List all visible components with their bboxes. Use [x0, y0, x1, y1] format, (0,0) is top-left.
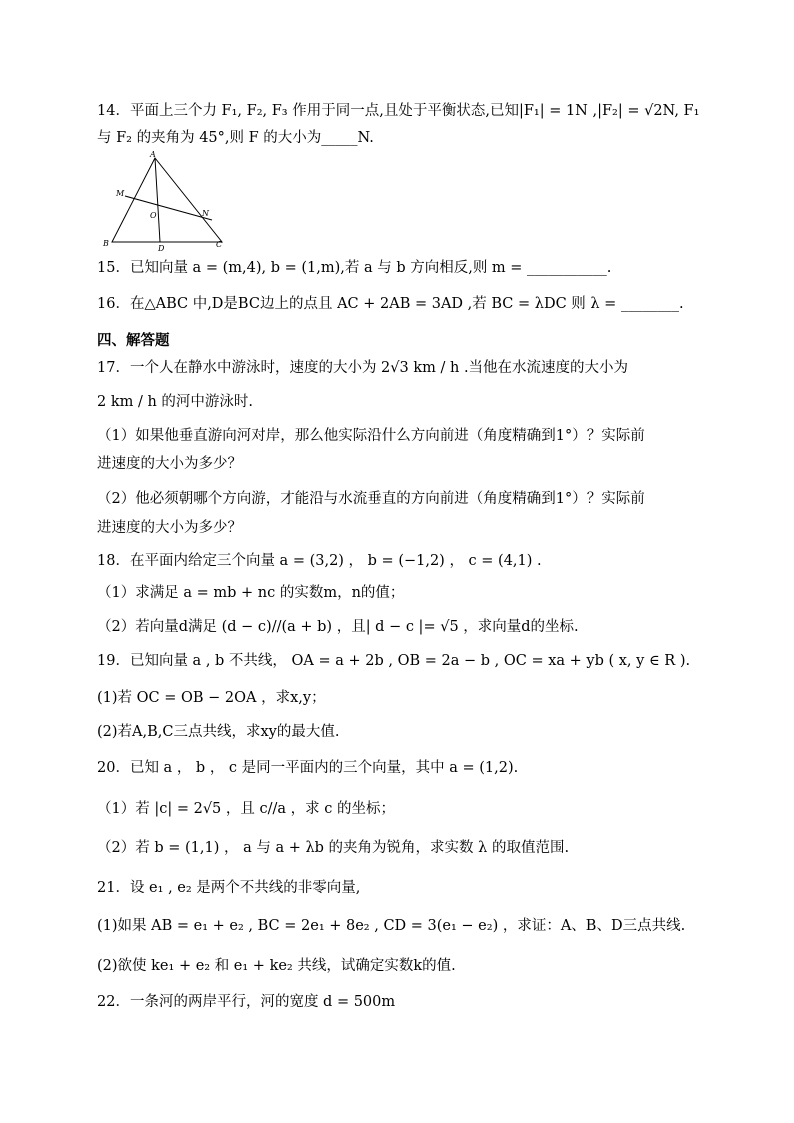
q17-part1-line1: （1）如果他垂直游向河对岸，那么他实际沿什么方向前进（角度精确到1°）？实际前	[97, 428, 645, 444]
q18-part1: （1）求满足 a = mb + nc 的实数m，n的值；	[97, 585, 405, 601]
label-c: C	[216, 240, 223, 249]
q21-line: 21．设 e₁ , e₂ 是两个不共线的非零向量,	[97, 880, 361, 896]
label-d: D	[158, 244, 165, 252]
q21-part1: (1)如果 AB = e₁ + e₂ , BC = 2e₁ + 8e₂ , CD = 3(e₁ − e₂) ，求证：A、B、D三点共线.	[97, 918, 686, 934]
q15-line: 15．已知向量 a = (m,4), b = (1,m),若 a 与 b 方向相反,则 m = ___________.	[97, 260, 612, 276]
q17-part2-line2: 进速度的大小为多少？	[97, 520, 242, 536]
q17-line1: 17．一个人在静水中游泳时，速度的大小为 2√3 km / h .当他在水流速度的大小为	[97, 360, 629, 376]
segment-mn	[125, 196, 212, 220]
q20-part1: （1）若 |c| = 2√5 ，且 c//a ，求 c 的坐标；	[97, 801, 395, 817]
q18-line: 18．在平面内给定三个向量 a = (3,2) ， b = (−1,2) ， c = (4,1) .	[97, 553, 542, 569]
q19-line: 19．已知向量 a , b 不共线， OA = a + 2b , OB = 2a − b , OC = xa + yb ( x, y ∈ R ).	[97, 653, 691, 669]
q19-part1: (1)若 OC = OB − 2OA ，求x,y；	[97, 690, 326, 706]
q17-part2-line1: （2）他必须朝哪个方向游，才能沿与水流垂直的方向前进（角度精确到1°）？实际前	[97, 491, 645, 507]
triangle-abc	[112, 158, 222, 242]
section-heading: 四、解答题	[97, 333, 170, 349]
triangle-figure	[100, 150, 230, 252]
q16-line: 16．在△ABC 中,D是BC边上的点且 AC + 2AB = 3AD ,若 BC = λDC 则 λ = ________.	[97, 296, 684, 312]
q14-line2: 与 F₂ 的夹角为 45°,则 F 的大小为_____N.	[97, 130, 374, 146]
q14-line1: 14．平面上三个力 F₁, F₂, F₃ 作用于同一点,且处于平衡状态,已知|F₁| = 1N ,|F₂| = √2N, F₁	[97, 103, 700, 119]
label-o: O	[150, 211, 157, 220]
q20-line: 20．已知 a ， b ， c 是同一平面内的三个向量，其中 a = (1,2).	[97, 760, 519, 776]
q19-part2: (2)若A,B,C三点共线，求xy的最大值.	[97, 724, 340, 740]
q21-part2: (2)欲使 ke₁ + e₂ 和 e₁ + ke₂ 共线，试确定实数k的值.	[97, 958, 456, 974]
segment-ad	[155, 158, 160, 242]
q22-line: 22．一条河的两岸平行，河的宽度 d = 500m	[97, 994, 396, 1010]
q20-part2: （2）若 b = (1,1) ， a 与 a + λb 的夹角为锐角，求实数 λ 的取值范围.	[97, 840, 570, 856]
label-n: N	[202, 209, 209, 218]
label-b: B	[103, 239, 109, 248]
q18-part2: （2）若向量d满足 (d − c)//(a + b) ，且| d − c |= √5 ，求向量d的坐标.	[97, 619, 579, 635]
label-m: M	[116, 189, 125, 198]
q17-line2: 2 km / h 的河中游泳时.	[97, 394, 254, 410]
q17-part1-line2: 进速度的大小为多少？	[97, 456, 242, 472]
label-a: A	[150, 150, 156, 159]
